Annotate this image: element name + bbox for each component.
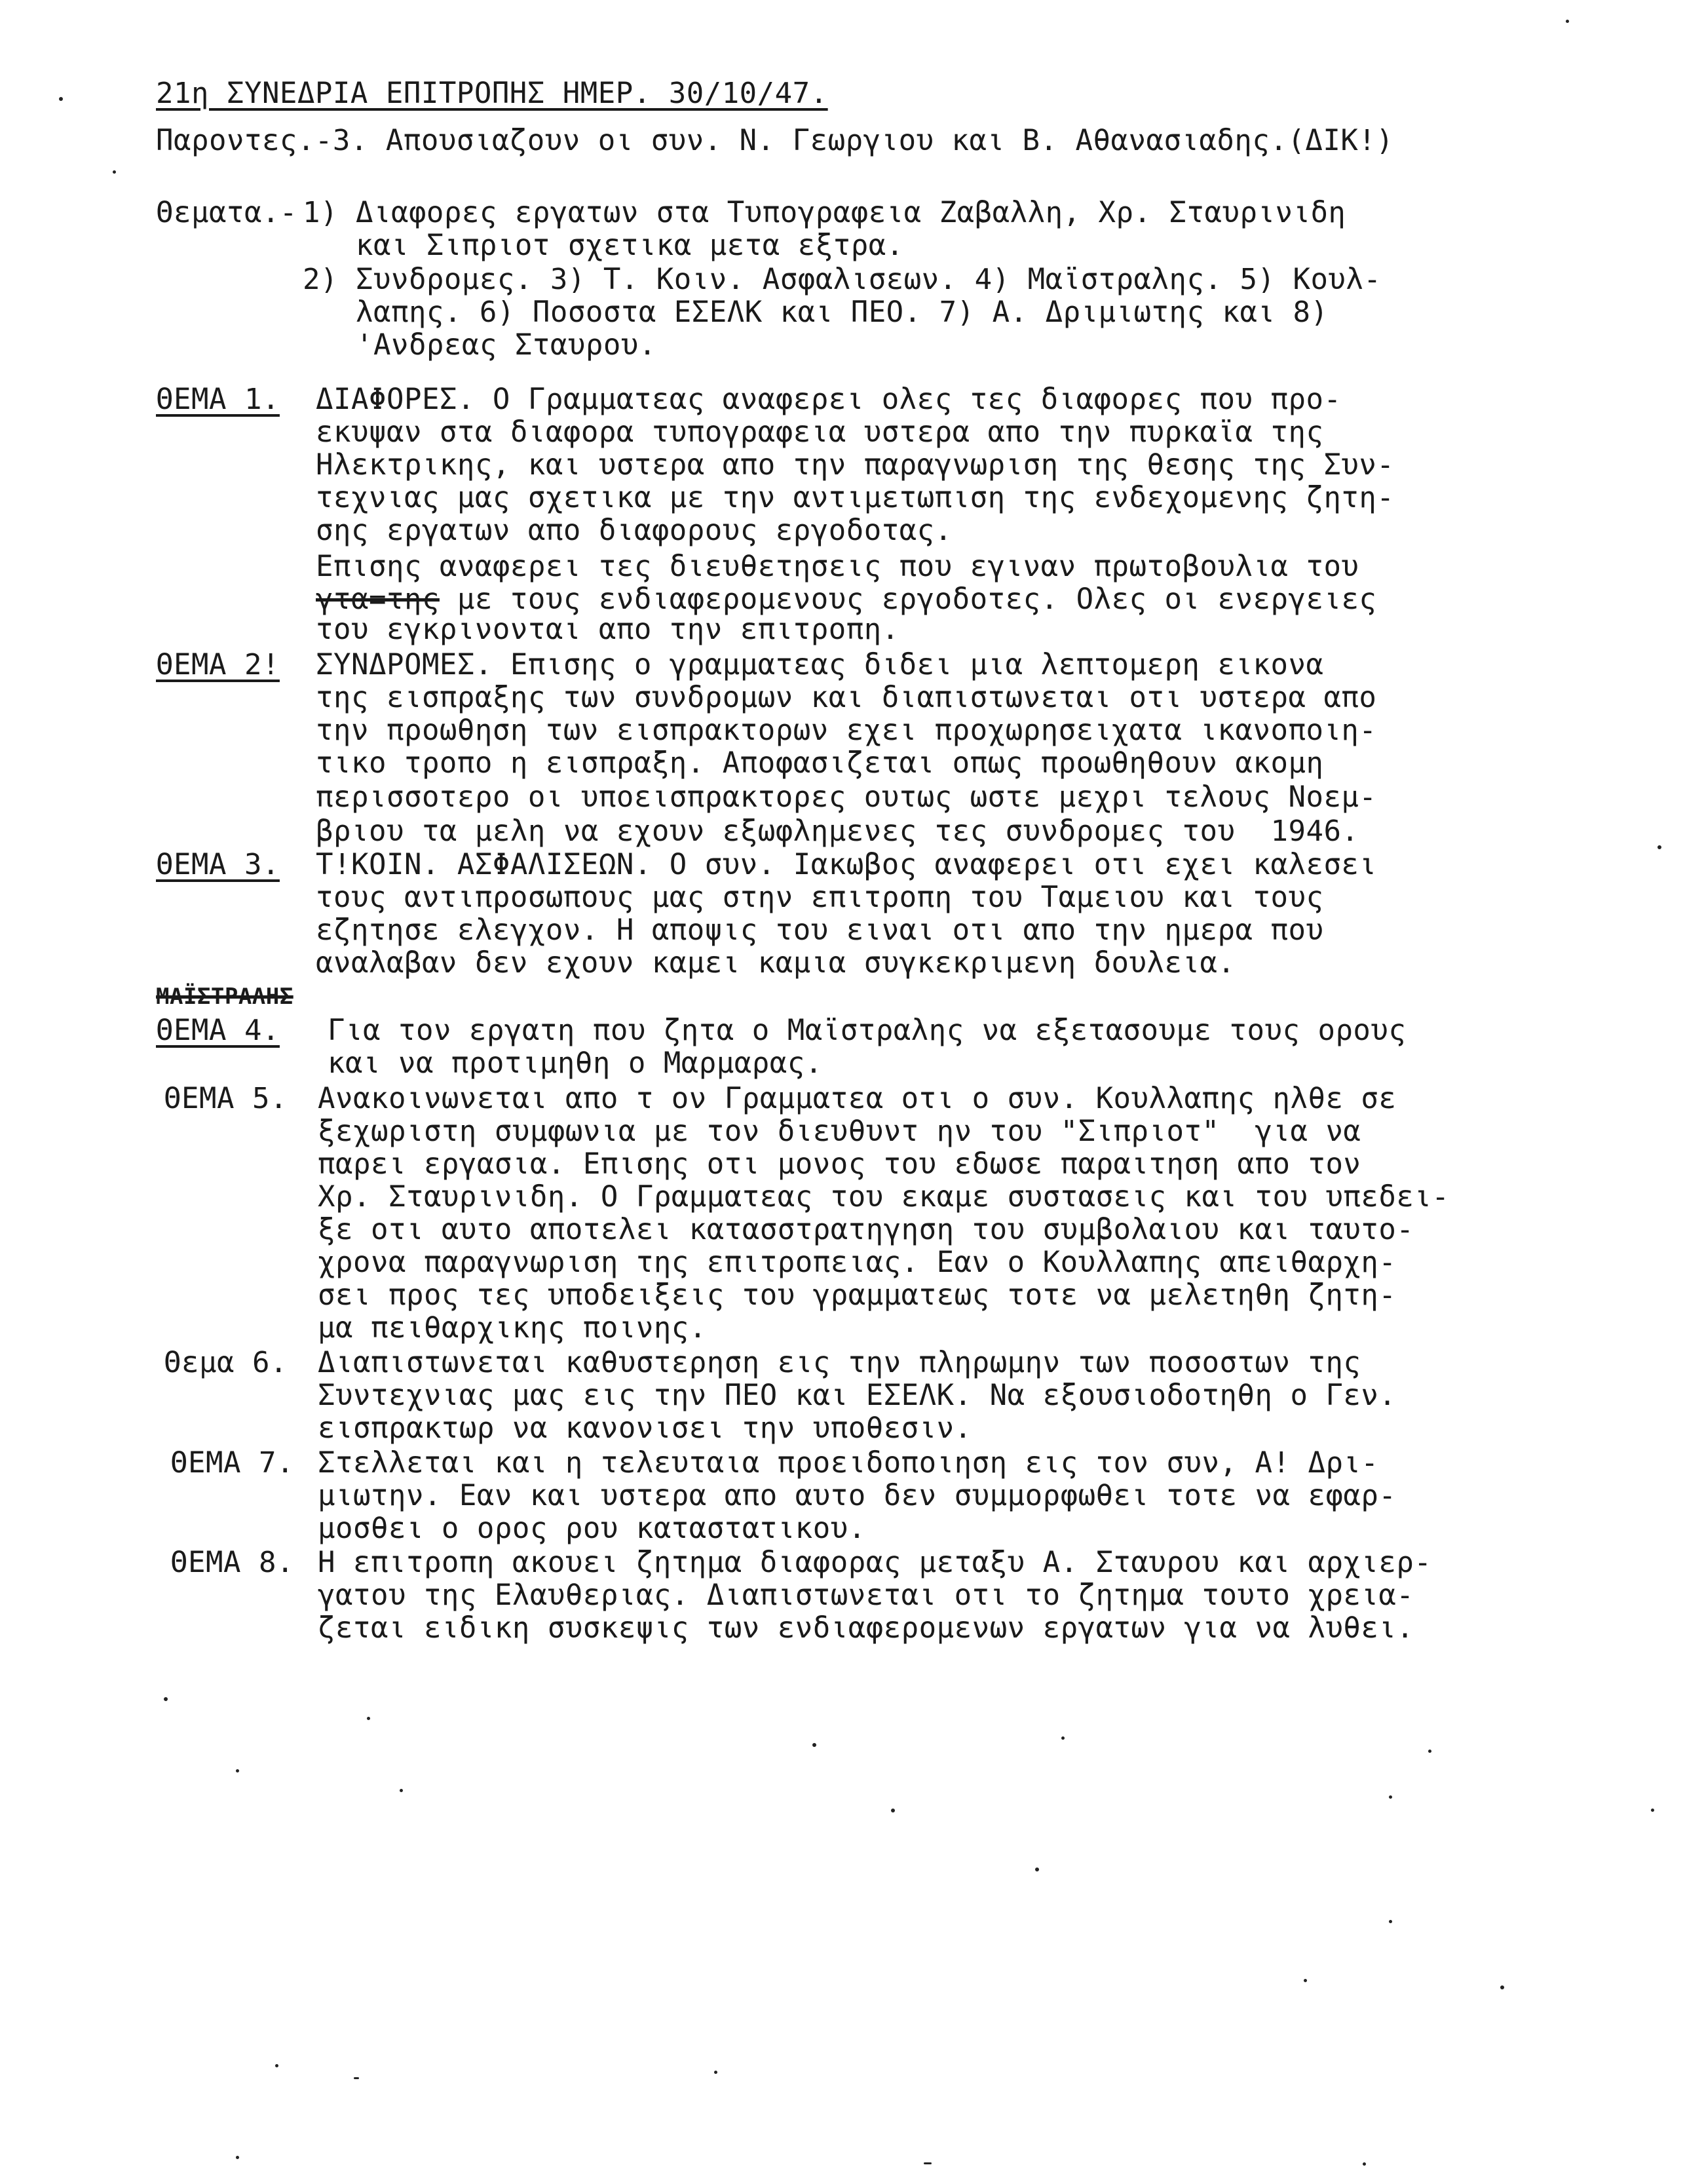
attendance-line: Παροντες.-3. Απουσιαζουν οι συν. Ν. Γεωργιου και Β. Αθανασιαδης.(ΔΙΚ!) <box>156 124 1394 157</box>
section-4-line: και να προτιμηθη ο Μαρμαρας. <box>328 1046 823 1080</box>
topics-line: 2) Συνδρομες. 3) Τ. Κοιν. Ασφαλισεων. 4) Μαϊστραλης. 5) Κουλ- <box>303 263 1382 296</box>
scan-speck <box>1651 1809 1654 1812</box>
scan-speck <box>1566 20 1569 23</box>
section-2-line: περισσοτερο οι υποεισπρακτορες ουτως ωστε μεχρι τελους Νοεμ- <box>316 780 1377 814</box>
section-8-line: Η επιτροπη ακουει ζητημα διαφορας μεταξυ Α. Σταυρου και αρχιερ- <box>318 1546 1432 1579</box>
section-7-line: μοσθει ο ορος ρου καταστατικου. <box>318 1512 866 1545</box>
scan-speck <box>1061 1736 1065 1740</box>
section-5-line: Ανακοινωνεται απο τ ον Γραμματεα οτι ο συν. Κουλλαπης ηλθε σε <box>318 1082 1397 1115</box>
section-5-line: ξε οτι αυτο αποτελει κατασστρατηγηση του συμβολαιου και ταυτο- <box>318 1213 1414 1246</box>
section-1-label: ΘΕΜΑ 1. <box>156 383 280 416</box>
section-6-line: Συντεχνιας μας εις την ΠΕΟ και ΕΣΕΛΚ. Να εξουσιοδοτηθη ο Γεν. <box>318 1379 1397 1412</box>
section-1-struck-line <box>316 583 1376 616</box>
section-5-line: Χρ. Σταυρινιδη. Ο Γραμματεας του εκαμε συστασεις και του υπεδει- <box>318 1180 1450 1214</box>
section-1-line: Ηλεκτρικης, και υστερα απο την παραγνωριση της θεσης της Συν- <box>316 448 1395 482</box>
section-2-line: την προωθηση των εισπρακτορων εχει προχωρησειχατα ικανοποιη- <box>316 714 1377 747</box>
document-title: 21η ΣΥΝΕΔΡΙΑ ΕΠΙΤΡΟΠΗΣ ΗΜΕΡ. 30/10/47. <box>156 77 828 110</box>
scan-speck <box>1363 2162 1366 2166</box>
section-1-continuation: με τους ενδιαφερομενους εργοδοτες. Ολες οι ενεργειες <box>439 583 1377 616</box>
scan-speck <box>1500 1985 1504 1989</box>
topics-line: 1) Διαφορες εργατων στα Τυπογραφεια Ζαβαλλη, Χρ. Σταυρινιδη <box>303 196 1346 229</box>
scan-speck <box>924 2162 932 2164</box>
scan-speck <box>1389 1795 1392 1799</box>
section-5-label: ΘΕΜΑ 5. <box>164 1082 288 1115</box>
section-3-line: εζητησε ελεγχον. Η αποψις του ειναι οτι απο την ημερα που <box>316 913 1324 947</box>
scan-speck <box>1035 1868 1039 1871</box>
section-8-line: ζεται ειδικη συσκεψις των ενδιαφερομενων εργατων για να λυθει. <box>318 1611 1414 1645</box>
scan-speck <box>1428 1750 1431 1753</box>
scan-speck <box>275 2064 278 2067</box>
section-7-label: ΘΕΜΑ 7. <box>170 1446 294 1480</box>
struck-heading: ΜΑΪΣΤΡΑΛΗΣ <box>156 984 293 1010</box>
section-6-label: Θεμα 6. <box>164 1346 288 1379</box>
section-1-line: ΔΙΑΦΟΡΕΣ. Ο Γραμματεας αναφερει ολες τες διαφορες που προ- <box>316 383 1342 416</box>
topics-line: λαπης. 6) Ποσοστα ΕΣΕΛΚ και ΠΕΟ. 7) Α. Δριμιωτης και 8) <box>303 296 1329 329</box>
scan-speck <box>236 1769 239 1772</box>
section-3-line: Τ!ΚΟΙΝ. ΑΣΦΑΛΙΣΕΩΝ. Ο συν. Ιακωβος αναφερει οτι εχει καλεσει <box>316 848 1377 881</box>
scan-speck <box>354 2077 359 2079</box>
scan-speck <box>1657 845 1661 849</box>
scan-speck <box>891 1809 895 1812</box>
scan-speck <box>400 1789 403 1792</box>
scan-speck <box>812 1743 816 1747</box>
section-5-line: ξεχωριστη συμφωνια με τον διευθυντ ην του "Σιπριοτ" για να <box>318 1115 1361 1148</box>
section-2-line: τικο τροπο η εισπραξη. Αποφασιζεται οπως προωθηθουν ακομη <box>316 746 1324 780</box>
section-5-line: μα πειθαρχικης ποινης. <box>318 1311 707 1345</box>
section-8-label: ΘΕΜΑ 8. <box>170 1546 294 1579</box>
section-7-line: Στελλεται και η τελευταια προειδοποιηση εις τον συν, Α! Δρι- <box>318 1446 1379 1480</box>
scan-speck <box>59 97 63 101</box>
section-3-line: τους αντιπροσωπους μας στην επιτροπη του Ταμειου και τους <box>316 881 1324 914</box>
section-5-line: σει προς τες υποδειξεις του γραμματεως τοτε να μελετηθη ζητη- <box>318 1278 1397 1312</box>
scan-speck <box>236 2156 239 2159</box>
scan-speck <box>1389 1920 1392 1923</box>
topics-line: 'Ανδρεας Σταυρου. <box>303 328 656 362</box>
section-2-label: ΘΕΜΑ 2! <box>156 648 280 681</box>
section-2-line: ΣΥΝΔΡΟΜΕΣ. Επισης ο γραμματεας διδει μια λεπτομερη εικονα <box>316 648 1324 681</box>
section-2-line: βριου τα μελη να εχουν εξωφλημενες τες συνδρομες του 1946. <box>316 814 1359 848</box>
scan-speck <box>367 1717 370 1720</box>
topics-line: και Σιπριοτ σχετικα μετα εξτρα. <box>303 229 904 262</box>
section-5-line: παρει εργασια. Επισης οτι μονος του εδωσε παραιτηση απο τον <box>318 1147 1361 1181</box>
section-1-line: του εγκρινονται απο την επιτροπη. <box>316 613 899 646</box>
section-1-line: εκυψαν στα διαφορα τυπογραφεια υστερα απο την πυρκαϊα της <box>316 415 1324 449</box>
section-1-line: τεχνιας μας σχετικα με την αντιμετωπιση της ενδεχομενης ζητη- <box>316 481 1395 514</box>
section-3-line: αναλαβαν δεν εχουν καμει καμια συγκεκριμενη δουλεια. <box>316 946 1236 980</box>
section-4-line: Για τον εργατη που ζητα ο Μαϊστραλης να εξετασουμε τους ορους <box>328 1014 1407 1047</box>
scan-speck <box>1304 1979 1307 1982</box>
section-6-line: Διαπιστωνεται καθυστερηση εις την πληρωμην των ποσοστων της <box>318 1346 1361 1379</box>
section-7-line: μιωτην. Εαν και υστερα απο αυτο δεν συμμορφωθει τοτε να εφαρ- <box>318 1479 1397 1512</box>
topics-label: Θεματα.- <box>156 196 297 229</box>
struck-text: γτα=της <box>316 583 440 616</box>
section-6-line: εισπρακτωρ να κανονισει την υποθεσιν. <box>318 1411 972 1445</box>
section-8-line: γατου της Ελαυθεριας. Διαπιστωνεται οτι το ζητημα τουτο χρεια- <box>318 1579 1414 1612</box>
scan-speck <box>113 170 116 174</box>
section-2-line: της εισπραξης των συνδρομων και διαπιστωνεται οτι υστερα απο <box>316 681 1377 714</box>
section-1-line: Επισης αναφερει τες διευθετησεις που εγιναν πρωτοβουλια του <box>316 550 1359 583</box>
scan-speck <box>714 2071 717 2074</box>
section-3-label: ΘΕΜΑ 3. <box>156 848 280 881</box>
scan-speck <box>164 1697 168 1701</box>
section-1-line: σης εργατων απο διαφορους εργοδοτας. <box>316 514 953 547</box>
section-4-label: ΘΕΜΑ 4. <box>156 1014 280 1047</box>
section-5-line: χρονα παραγνωριση της επιτροπειας. Εαν ο Κουλλαπης απειθαρχη- <box>318 1246 1397 1279</box>
